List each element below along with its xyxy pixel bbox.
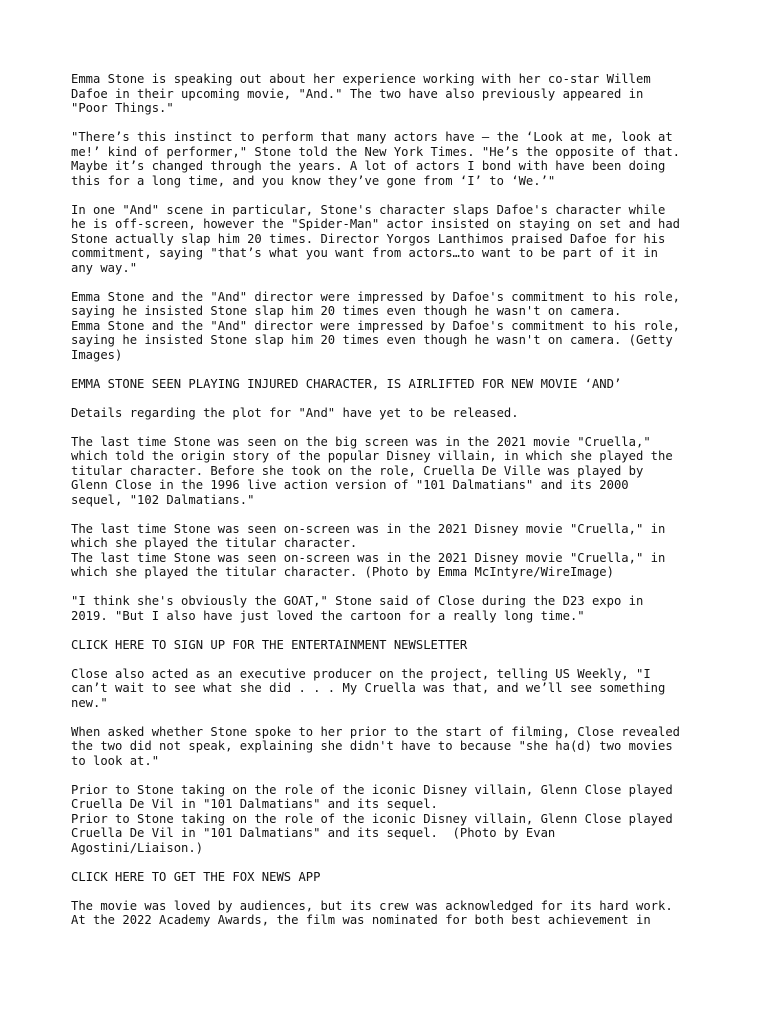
paragraph-photo-caption-getty: Emma Stone and the "And" director were impressed by Dafoe's commitment to his role, saying he insisted Stone slap him 20 times even though he wasn't on camera. Emma Stone and the "And" director were impressed by Dafoe's commitment to his role, saying he insisted Stone slap him 20 times even though he wasn't on camera. (Getty Images) bbox=[71, 289, 681, 362]
paragraph-goat-quote: "I think she's obviously the GOAT," Stone said of Close during the D23 expo in 2019. "But I also have just loved the cartoon for a really long time." bbox=[71, 594, 644, 623]
paragraph-academy-awards: The movie was loved by audiences, but its crew was acknowledged for its hard work. At the 2022 Academy Awards, the film was nominated for both best achievement in bbox=[71, 898, 673, 927]
paragraph-intro: Emma Stone is speaking out about her experience working with her co-star Willem Dafoe in their upcoming movie, "And." The two have also previously appeared in "Poor Things." bbox=[71, 72, 651, 115]
newsletter-signup-link[interactable]: CLICK HERE TO SIGN UP FOR THE ENTERTAINMENT NEWSLETTER bbox=[71, 637, 468, 652]
paragraph-cruella-history: The last time Stone was seen on the big screen was in the 2021 movie "Cruella," which told the origin story of the popular Disney villain, in which she played the titular character. Before she took on the role, Cruella De Ville was played by Glenn Close in the 1996 live action version of "101 Dalmatians" and its 2000 sequel, "102 Dalmatians." bbox=[71, 434, 673, 507]
paragraph-photo-caption-liaison: Prior to Stone taking on the role of the iconic Disney villain, Glenn Close played Cruella De Vil in "101 Dalmatians" and its sequel. Prior to Stone taking on the role of the iconic Disney villain, Glenn Close played Cruella De Vil in "101 Dalmatians" and its sequel. (Photo by Evan Agostini/Liaison.) bbox=[71, 782, 673, 855]
paragraph-executive-producer: Close also acted as an executive producer on the project, telling US Weekly, "I can’t wait to see what she did . . . My Cruella was that, and we’ll see something new." bbox=[71, 666, 666, 710]
paragraph-photo-caption-wireimage: The last time Stone was seen on-screen was in the 2021 Disney movie "Cruella," in which she played the titular character. The last time Stone was seen on-screen was in the 2021 Disney movie "Cruella," in which she played the titular character. (Photo by Emma McIntyre/WireImage) bbox=[71, 521, 666, 579]
paragraph-quote-perform: "There’s this instinct to perform that many actors have — the ‘Look at me, look at me!’ kind of performer," Stone told the New York Times. "He’s the opposite of that. Maybe it’s changed through the years. A lot of actors I bond with have been doing this for a long time, and you know they’ve gone from ‘I’ to ‘We.’" bbox=[71, 130, 681, 188]
document-page bbox=[71, 72, 731, 942]
paragraph-slap-scene: In one "And" scene in particular, Stone's character slaps Dafoe's character while he is off-screen, however the "Spider-Man" actor insisted on staying on set and had Stone actually slap him 20 times. Director Yorgos Lanthimos praised Dafoe for his commitment, saying "that’s what you want from actors…to want to be part of it in any way." bbox=[71, 202, 681, 275]
paragraph-close-revealed: When asked whether Stone spoke to her prior to the start of filming, Close revealed the two did not speak, explaining she didn't have to because "she ha(d) two movies to look at." bbox=[71, 724, 681, 768]
paragraph-plot-details: Details regarding the plot for "And" have yet to be released. bbox=[71, 405, 519, 420]
related-headline-link[interactable]: EMMA STONE SEEN PLAYING INJURED CHARACTER, IS AIRLIFTED FOR NEW MOVIE ‘AND’ bbox=[71, 376, 622, 391]
fox-news-app-link[interactable]: CLICK HERE TO GET THE FOX NEWS APP bbox=[71, 869, 321, 884]
